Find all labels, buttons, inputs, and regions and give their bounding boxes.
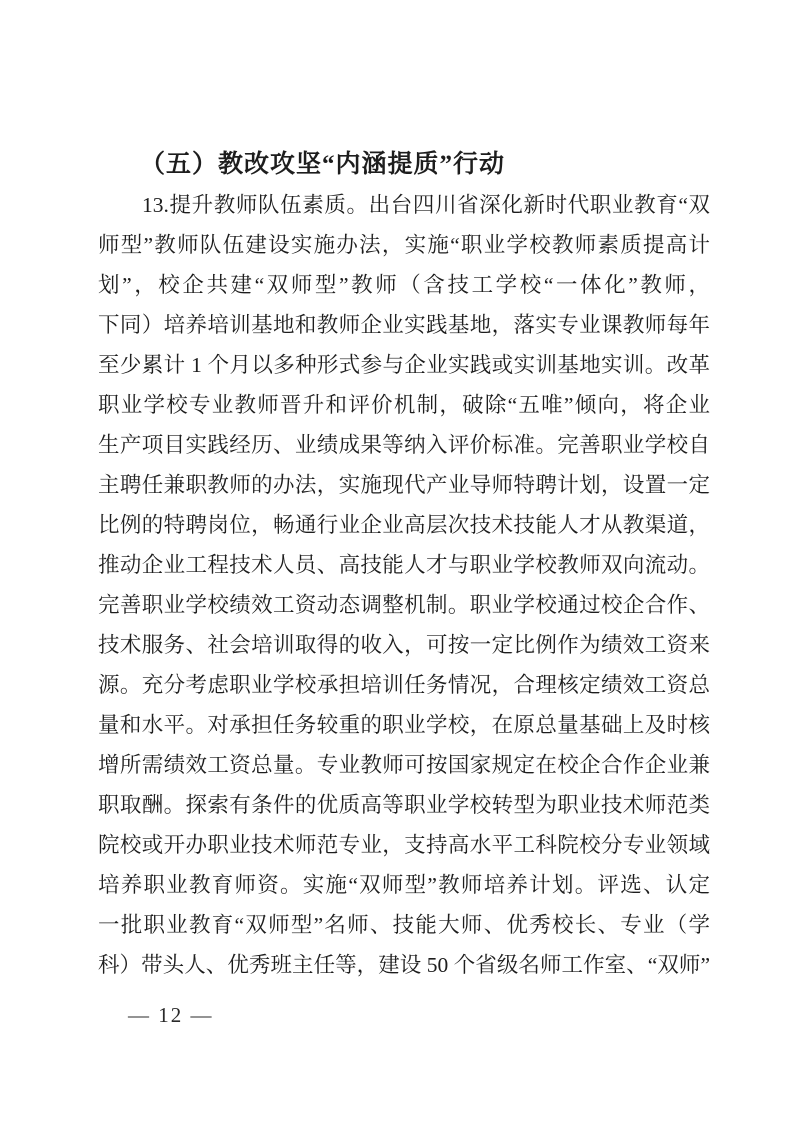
body-line: 主聘任兼职教师的办法，实施现代产业导师特聘计划，设置一定 [98, 473, 710, 497]
body-line: 源。充分考虑职业学校承担培训任务情况，合理核定绩效工资总 [98, 673, 710, 697]
body-line: 技术服务、社会培训取得的收入，可按一定比例作为绩效工资来 [98, 633, 710, 657]
body-line: 职业学校专业教师晋升和评价机制，破除“五唯”倾向，将企业 [98, 393, 710, 417]
body-line: 比例的特聘岗位，畅通行业企业高层次技术技能人才从教渠道， [98, 513, 710, 537]
body-line: 职取酬。探索有条件的优质高等职业学校转型为职业技术师范类 [98, 793, 710, 817]
body-line: 推动企业工程技术人员、高技能人才与职业学校教师双向流动。 [98, 553, 710, 577]
section-heading: （五）教改攻坚“内涵提质”行动 [140, 151, 506, 178]
paragraph-body [98, 185, 710, 985]
page-number: — 12 — [128, 1003, 214, 1027]
body-line: 生产项目实践经历、业绩成果等纳入评价标准。完善职业学校自 [98, 433, 710, 457]
body-line: 院校或开办职业技术师范专业，支持高水平工科院校分专业领域 [98, 833, 710, 857]
body-line: 师型”教师队伍建设实施办法，实施“职业学校教师素质提高计 [98, 233, 710, 257]
body-line: 划”，校企共建“双师型”教师（含技工学校“一体化”教师， [98, 273, 710, 297]
body-line: 完善职业学校绩效工资动态调整机制。职业学校通过校企合作、 [98, 593, 710, 617]
body-line: 一批职业教育“双师型”名师、技能大师、优秀校长、专业（学 [98, 913, 710, 937]
body-line: 至少累计 1 个月以多种形式参与企业实践或实训基地实训。改革 [98, 353, 710, 377]
body-line: 培养职业教育师资。实施“双师型”教师培养计划。评选、认定 [98, 873, 710, 897]
body-line: 增所需绩效工资总量。专业教师可按国家规定在校企合作企业兼 [98, 753, 710, 777]
body-line: 13.提升教师队伍素质。出台四川省深化新时代职业教育“双 [142, 193, 710, 217]
body-line: 量和水平。对承担任务较重的职业学校，在原总量基础上及时核 [98, 713, 710, 737]
body-line: 科）带头人、优秀班主任等，建设 50 个省级名师工作室、“双师” [98, 953, 710, 977]
body-line: 下同）培养培训基地和教师企业实践基地，落实专业课教师每年 [98, 313, 710, 337]
text-block [98, 145, 710, 985]
page-footer [128, 1000, 214, 1030]
